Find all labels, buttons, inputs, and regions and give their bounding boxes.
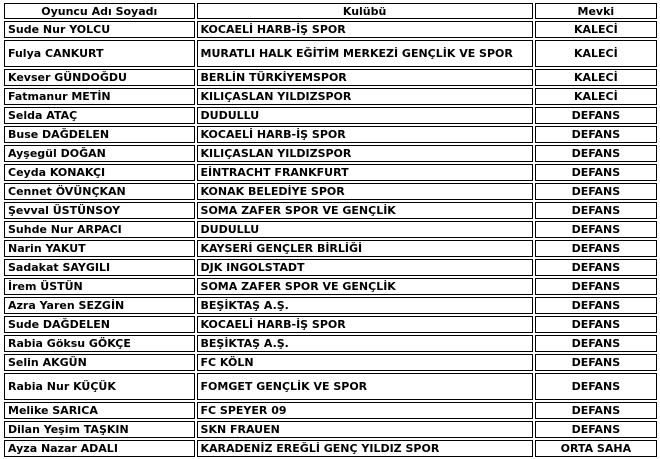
player-club: FC SPEYER 09 [197, 402, 533, 419]
player-name: Cennet ÖVÜNÇKAN [4, 183, 195, 200]
player-position: KALECİ [535, 69, 657, 86]
player-club: FC KÖLN [197, 354, 533, 371]
table-row [4, 373, 657, 400]
player-name: Narin YAKUT [4, 240, 195, 257]
player-name: Rabia Nur KÜÇÜK [4, 373, 195, 400]
player-name: Selin AKGÜN [4, 354, 195, 371]
player-name: Dilan Yeşim TAŞKIN [4, 421, 195, 438]
table-row [4, 354, 657, 371]
player-club: BEŞİKTAŞ A.Ş. [197, 335, 533, 352]
table-row [4, 21, 657, 38]
player-position: DEFANS [535, 164, 657, 181]
player-club: KOCAELİ HARB-İŞ SPOR [197, 316, 533, 333]
player-name: Ayşegül DOĞAN [4, 145, 195, 162]
player-name: Ayza Nazar ADALI [4, 440, 195, 457]
player-club: BERLİN TÜRKİYEMSPOR [197, 69, 533, 86]
player-position: DEFANS [535, 202, 657, 219]
table-row [4, 88, 657, 105]
table-row [4, 240, 657, 257]
table-row [4, 183, 657, 200]
player-position: ORTA SAHA [535, 440, 657, 457]
player-club: KARADENİZ EREĞLİ GENÇ YILDIZ SPOR [197, 440, 533, 457]
player-club: DJK INGOLSTADT [197, 259, 533, 276]
table-row [4, 259, 657, 276]
player-name: Suhde Nur ARPACI [4, 221, 195, 238]
player-name: Fatmanur METİN [4, 88, 195, 105]
table-row [4, 40, 657, 67]
player-club: KONAK BELEDİYE SPOR [197, 183, 533, 200]
player-position: KALECİ [535, 40, 657, 67]
player-name: İrem ÜSTÜN [4, 278, 195, 295]
table-row [4, 107, 657, 124]
player-position: DEFANS [535, 421, 657, 438]
table-row [4, 164, 657, 181]
table-row [4, 440, 657, 457]
player-club: MURATLI HALK EĞİTİM MERKEZİ GENÇLİK VE SPOR [197, 40, 533, 67]
player-club: KOCAELİ HARB-İŞ SPOR [197, 21, 533, 38]
table-row [4, 335, 657, 352]
player-position: DEFANS [535, 373, 657, 400]
player-position: DEFANS [535, 335, 657, 352]
player-position: DEFANS [535, 316, 657, 333]
player-name: Buse DAĞDELEN [4, 126, 195, 143]
player-club: FOMGET GENÇLİK VE SPOR [197, 373, 533, 400]
player-position: DEFANS [535, 259, 657, 276]
player-position: DEFANS [535, 183, 657, 200]
player-position: KALECİ [535, 21, 657, 38]
player-club: KILIÇASLAN YILDIZSPOR [197, 88, 533, 105]
player-name: Azra Yaren SEZGİN [4, 297, 195, 314]
roster-document [2, 1, 659, 459]
player-club: SOMA ZAFER SPOR VE GENÇLİK [197, 202, 533, 219]
roster-table [2, 1, 659, 459]
player-position: DEFANS [535, 145, 657, 162]
player-name: Kevser GÜNDOĞDU [4, 69, 195, 86]
player-position: DEFANS [535, 107, 657, 124]
player-position: DEFANS [535, 126, 657, 143]
player-position: DEFANS [535, 278, 657, 295]
player-name: Ceyda KONAKÇI [4, 164, 195, 181]
header-position: Mevki [535, 3, 657, 19]
player-name: Rabia Göksu GÖKÇE [4, 335, 195, 352]
table-row [4, 202, 657, 219]
player-name: Sude Nur YOLCU [4, 21, 195, 38]
player-position: DEFANS [535, 240, 657, 257]
header-name: Oyuncu Adı Soyadı [4, 3, 195, 19]
table-row [4, 221, 657, 238]
player-club: SOMA ZAFER SPOR VE GENÇLİK [197, 278, 533, 295]
player-club: KAYSERİ GENÇLER BİRLİĞİ [197, 240, 533, 257]
table-row [4, 126, 657, 143]
player-name: Fulya CANKURT [4, 40, 195, 67]
player-position: DEFANS [535, 402, 657, 419]
table-row [4, 402, 657, 419]
player-position: DEFANS [535, 354, 657, 371]
player-club: EİNTRACHT FRANKFURT [197, 164, 533, 181]
player-position: DEFANS [535, 297, 657, 314]
table-row [4, 421, 657, 438]
table-row [4, 69, 657, 86]
player-position: DEFANS [535, 221, 657, 238]
table-row [4, 278, 657, 295]
player-club: KILIÇASLAN YILDIZSPOR [197, 145, 533, 162]
player-position: KALECİ [535, 88, 657, 105]
header-row [4, 3, 657, 19]
header-club: Kulübü [197, 3, 533, 19]
player-club: SKN FRAUEN [197, 421, 533, 438]
player-name: Sadakat SAYGILI [4, 259, 195, 276]
player-name: Sude DAĞDELEN [4, 316, 195, 333]
table-row [4, 297, 657, 314]
player-name: Melike SARICA [4, 402, 195, 419]
player-name: Selda ATAÇ [4, 107, 195, 124]
table-row [4, 316, 657, 333]
player-name: Şevval ÜSTÜNSOY [4, 202, 195, 219]
player-club: DUDULLU [197, 221, 533, 238]
player-club: DUDULLU [197, 107, 533, 124]
table-row [4, 145, 657, 162]
player-club: BEŞİKTAŞ A.Ş. [197, 297, 533, 314]
player-club: KOCAELİ HARB-İŞ SPOR [197, 126, 533, 143]
